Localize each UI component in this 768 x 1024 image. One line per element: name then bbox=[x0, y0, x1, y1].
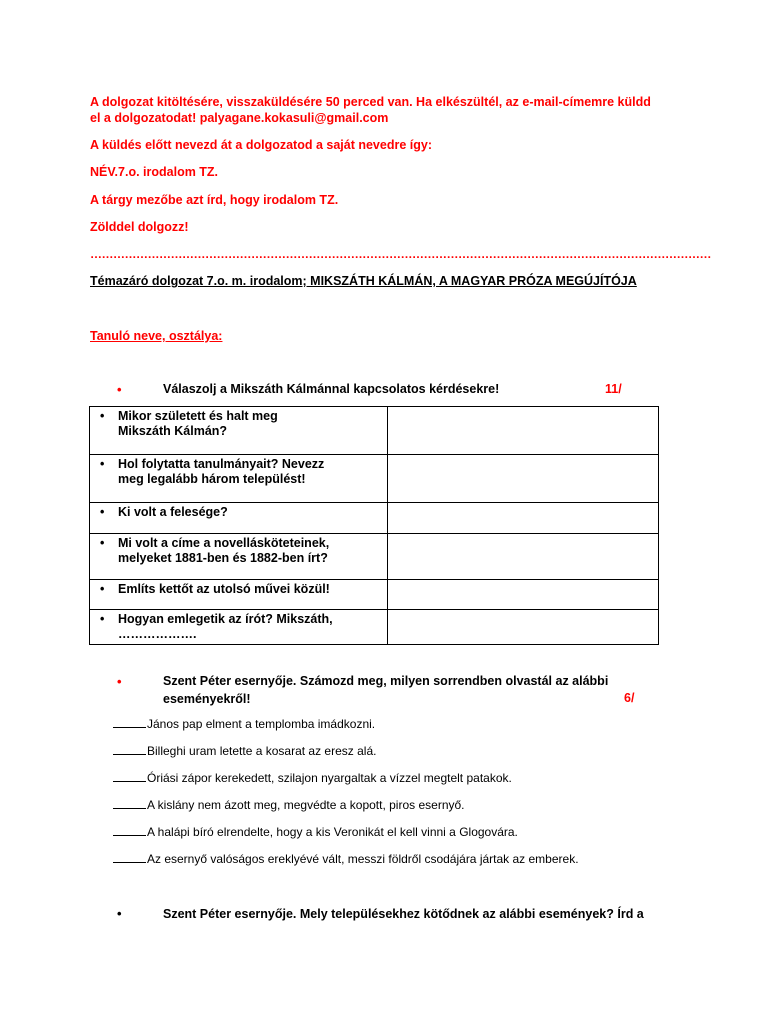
table-row bbox=[90, 455, 659, 503]
intro-line-4: NÉV.7.o. irodalom TZ. bbox=[90, 165, 219, 179]
answer-cell[interactable] bbox=[387, 610, 658, 645]
order-number-blank[interactable] bbox=[113, 862, 146, 863]
order-number-blank[interactable] bbox=[113, 727, 146, 728]
intro-line-1: A dolgozat kitöltésére, visszaküldésére 50 perced van. Ha elkészültél, az e-mail-címemre küldd bbox=[90, 95, 651, 109]
question-cell bbox=[90, 503, 388, 534]
order-number-blank[interactable] bbox=[113, 808, 146, 809]
question-text: melyeket 1881-ben és 1882-ben írt? bbox=[118, 551, 328, 565]
bullet-icon: • bbox=[100, 582, 105, 596]
intro-line-6: Zölddel dolgozz! bbox=[90, 220, 189, 234]
question-text: Ki volt a felesége? bbox=[118, 505, 228, 519]
table-row bbox=[90, 610, 659, 645]
bullet-icon: • bbox=[117, 906, 122, 921]
question-cell bbox=[90, 534, 388, 580]
table-row bbox=[90, 503, 659, 534]
event-text: Billeghi uram letette a kosarat az eresz alá. bbox=[147, 744, 377, 758]
question-text: Hol folytatta tanulmányait? Nevezz bbox=[118, 457, 325, 471]
intro-line-2: el a dolgozatodat! palyagane.kokasuli@gmail.com bbox=[90, 111, 389, 125]
task2-instruction-line-2: eseményekről! bbox=[163, 692, 251, 706]
dotted-divider: ……………………………………………………………………………………………………………………………………………… bbox=[90, 247, 711, 261]
question-cell bbox=[90, 580, 388, 610]
bullet-icon: • bbox=[100, 457, 105, 471]
task2-instruction-line-1: Szent Péter esernyője. Számozd meg, milyen sorrendben olvastál az alábbi bbox=[163, 674, 609, 688]
question-text: Mikszáth Kálmán? bbox=[118, 424, 228, 438]
event-text: A halápi bíró elrendelte, hogy a kis Veronikát el kell vinni a Glogovára. bbox=[147, 825, 518, 839]
question-text: Említs kettőt az utolsó művei közül! bbox=[118, 582, 330, 596]
bullet-icon: • bbox=[117, 674, 122, 689]
order-number-blank[interactable] bbox=[113, 754, 146, 755]
bullet-icon: • bbox=[100, 612, 105, 626]
intro-line-3: A küldés előtt nevezd át a dolgozatod a saját nevedre így: bbox=[90, 138, 432, 152]
question-text: ………………. bbox=[118, 627, 197, 641]
table-row bbox=[90, 407, 659, 455]
bullet-icon: • bbox=[100, 505, 105, 519]
question-text: Mikor született és halt meg bbox=[118, 409, 278, 423]
event-text: János pap elment a templomba imádkozni. bbox=[147, 717, 376, 731]
list-item bbox=[113, 743, 376, 759]
bullet-icon: • bbox=[117, 382, 122, 397]
answer-cell[interactable] bbox=[387, 407, 658, 455]
table-row bbox=[90, 534, 659, 580]
event-text: Óriási zápor kerekedett, szilajon nyargaltak a vízzel megtelt patakok. bbox=[147, 771, 512, 785]
student-name-label: Tanuló neve, osztálya: bbox=[90, 329, 223, 343]
question-cell bbox=[90, 407, 388, 455]
question-cell bbox=[90, 610, 388, 645]
answer-cell[interactable] bbox=[387, 455, 658, 503]
event-text: Az esernyő valóságos ereklyévé vált, messzi földről csodájára jártak az emberek. bbox=[147, 852, 579, 866]
question-text: Hogyan emlegetik az írót? Mikszáth, bbox=[118, 612, 333, 626]
bullet-icon: • bbox=[100, 409, 105, 423]
task2-score: 6/ bbox=[624, 691, 635, 705]
answer-cell[interactable] bbox=[387, 534, 658, 580]
list-item bbox=[113, 770, 512, 786]
answer-cell[interactable] bbox=[387, 580, 658, 610]
question-table bbox=[89, 406, 659, 645]
event-text: A kislány nem ázott meg, megvédte a kopott, piros esernyő. bbox=[147, 798, 465, 812]
page-title: Témazáró dolgozat 7.o. m. irodalom; MIKSZÁTH KÁLMÁN, A MAGYAR PRÓZA MEGÚJÍTÓJA bbox=[90, 274, 637, 288]
question-cell bbox=[90, 455, 388, 503]
bullet-icon: • bbox=[100, 536, 105, 550]
answer-cell[interactable] bbox=[387, 503, 658, 534]
order-number-blank[interactable] bbox=[113, 781, 146, 782]
list-item bbox=[113, 851, 579, 867]
list-item bbox=[113, 824, 518, 840]
list-item bbox=[113, 797, 465, 813]
task1-score: 11/ bbox=[605, 382, 622, 396]
question-text: Mi volt a címe a novellásköteteinek, bbox=[118, 536, 330, 550]
task3-instruction: Szent Péter esernyője. Mely településekhez kötődnek az alábbi események? Írd a bbox=[163, 907, 644, 921]
table-row bbox=[90, 580, 659, 610]
order-number-blank[interactable] bbox=[113, 835, 146, 836]
list-item bbox=[113, 716, 375, 732]
task1-instruction: Válaszolj a Mikszáth Kálmánnal kapcsolatos kérdésekre! bbox=[163, 382, 500, 396]
question-text: meg legalább három települést! bbox=[118, 472, 306, 486]
intro-line-5: A tárgy mezőbe azt írd, hogy irodalom TZ. bbox=[90, 193, 339, 207]
